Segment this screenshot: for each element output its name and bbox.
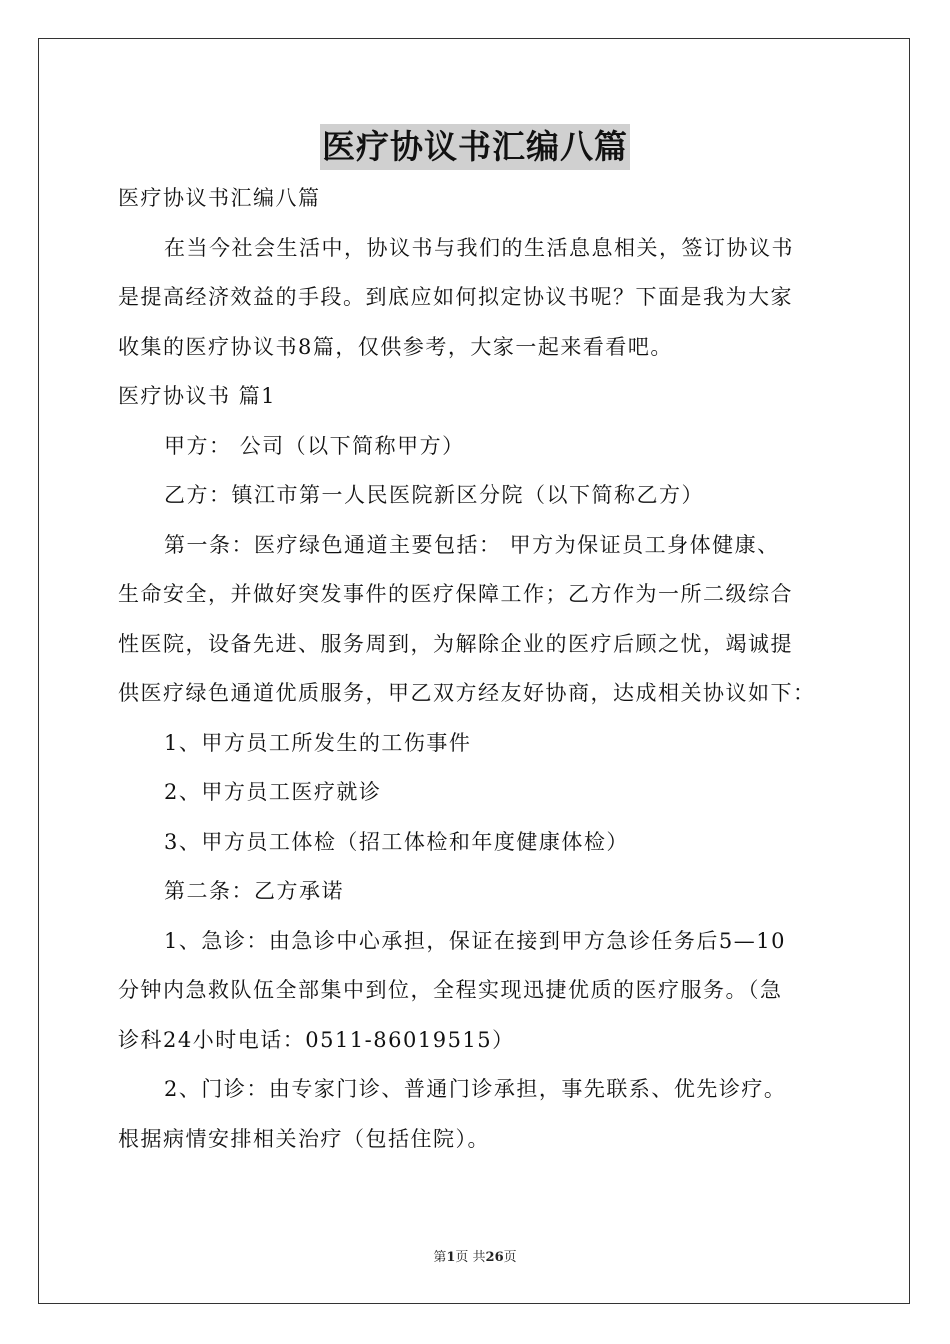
paragraph-line: 乙方：镇江市第一人民医院新区分院（以下简称乙方） xyxy=(164,483,704,507)
paragraph-line: 是提高经济效益的手段。到底应如何拟定协议书呢？下面是我为大家 xyxy=(118,285,793,309)
title-wrap xyxy=(0,124,950,170)
paragraph-line: 性医院，设备先进、服务周到，为解除企业的医疗后顾之忧，竭诚提 xyxy=(118,631,793,656)
paragraph-line: 2、门诊：由专家门诊、普通门诊承担，事先联系、优先诊疗。 xyxy=(164,1077,787,1101)
footer-page-suffix: 页 共 xyxy=(455,1250,486,1265)
footer-total-suffix: 页 xyxy=(503,1250,517,1265)
document-body xyxy=(118,174,838,1164)
paragraph-line: 在当今社会生活中，协议书与我们的生活息息相关，签订协议书 xyxy=(164,235,794,260)
paragraph-line: 第一条：医疗绿色通道主要包括： 甲方为保证员工身体健康、 xyxy=(164,532,780,557)
paragraph-line: 诊科24小时电话：0511-86019515） xyxy=(118,1027,515,1052)
paragraph-line: 根据病情安排相关治疗（包括住院）。 xyxy=(118,1126,490,1151)
document-title: 医疗协议书汇编八篇 xyxy=(320,124,630,170)
paragraph-line: 分钟内急救队伍全部集中到位，全程实现迅捷优质的医疗服务。（急 xyxy=(118,978,783,1002)
paragraph-line: 供医疗绿色通道优质服务，甲乙双方经友好协商，达成相关协议如下： xyxy=(118,681,816,705)
footer-total-pages: 26 xyxy=(485,1250,504,1265)
list-item: 2、甲方员工医疗就诊 xyxy=(164,780,382,804)
paragraph-line: 1、急诊：由急诊中心承担，保证在接到甲方急诊任务后5—10 xyxy=(164,928,786,953)
paragraph-line: 生命安全，并做好突发事件的医疗保障工作；乙方作为一所二级综合 xyxy=(118,582,793,606)
paragraph-line: 收集的医疗协议书8篇，仅供参考，大家一起来看看吧。 xyxy=(118,334,673,359)
page-footer xyxy=(0,1246,950,1265)
footer-page-prefix: 第 xyxy=(433,1250,447,1265)
paragraph-line: 第二条：乙方承诺 xyxy=(164,879,344,903)
document-subtitle: 医疗协议书汇编八篇 xyxy=(118,186,321,210)
list-item: 3、甲方员工体检（招工体检和年度健康体检） xyxy=(164,829,629,854)
paragraph-line: 甲方： 公司（以下简称甲方） xyxy=(164,433,465,458)
footer-page-number: 1 xyxy=(446,1250,456,1265)
section-heading: 医疗协议书 篇1 xyxy=(118,384,277,408)
list-item: 1、甲方员工所发生的工伤事件 xyxy=(164,730,472,755)
